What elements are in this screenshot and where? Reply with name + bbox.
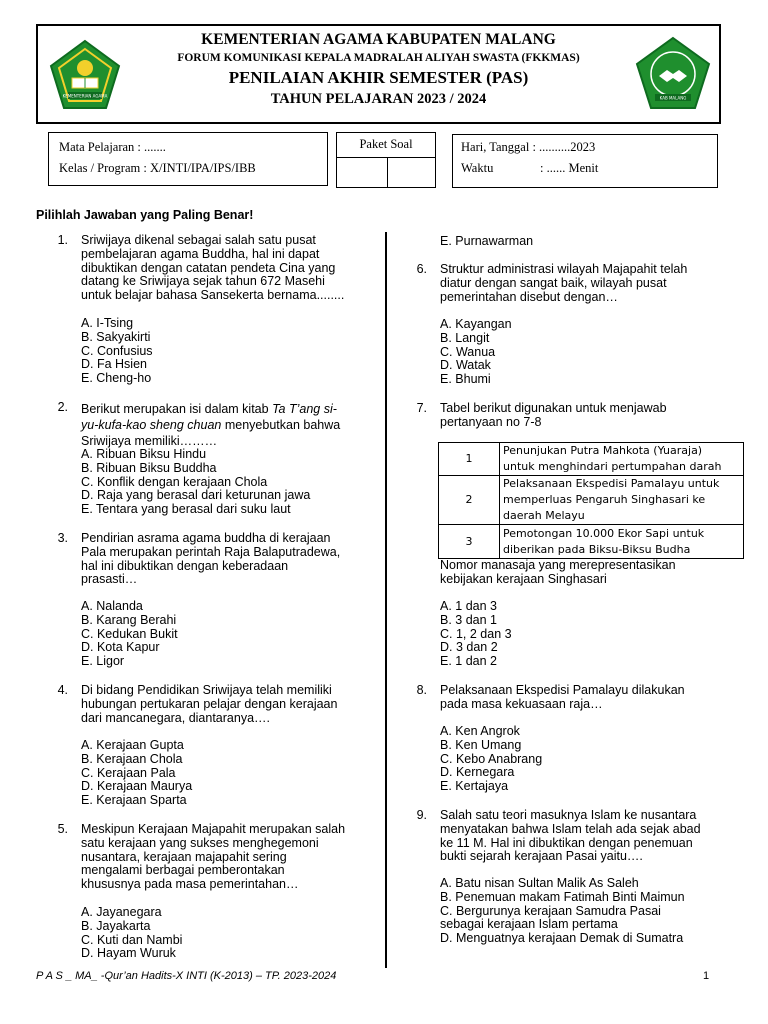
- table-row: 3 Pemotongan 10.000 Ekor Sapi untuk diberikan pada Biksu-Biksu Budha: [439, 525, 744, 559]
- paket-divider: [337, 157, 435, 158]
- q1-text: Sriwijaya dikenal sebagai salah satu pusat pembelajaran agama Buddha, hal ini dapat dibuktikan dengan catatan pendeta Cina yang datang ke Sriwijaya sejak tahun 672 Masehi untuk belajar bahasa Sansekerta bernama........: [81, 233, 345, 303]
- logo-right-text: KAB MALANG: [659, 95, 687, 101]
- q5-options-left: [81, 906, 182, 961]
- q3-number: 3.: [57, 531, 68, 545]
- q6-option: E. Bhumi: [440, 372, 491, 387]
- q4-option: E. Kerajaan Sparta: [81, 793, 187, 808]
- q5-option: B. Jayakarta: [81, 918, 151, 933]
- instruction: Pilihlah Jawaban yang Paling Benar!: [36, 208, 254, 222]
- q6-option: B. Langit: [440, 330, 490, 345]
- q9-option: C. Bergurunya kerajaan Samudra Pasai: [440, 903, 661, 918]
- q9-option: D. Menguatnya kerajaan Demak di Sumatra: [440, 931, 684, 946]
- q7-options: [440, 600, 512, 669]
- q8-number: 8.: [416, 683, 427, 697]
- q7-text: Tabel berikut digunakan untuk menjawab pertanyaan no 7-8: [440, 401, 667, 429]
- column-divider: [385, 232, 387, 968]
- q5-option: A. Jayanegara: [81, 905, 162, 919]
- q7-table: [438, 442, 744, 559]
- q6-number: 6.: [416, 262, 427, 276]
- q5-option: E. Purnawarman: [440, 234, 534, 248]
- q7-option: E. 1 dan 2: [440, 654, 497, 669]
- waktu-value: : ...... Menit: [540, 161, 599, 175]
- q6-option: D. Watak: [440, 358, 491, 373]
- q3-option: D. Kota Kapur: [81, 640, 160, 655]
- hari-tanggal: Hari, Tanggal : ..........2023: [461, 140, 596, 154]
- q9-text: Salah satu teori masuknya Islam ke nusantara menyatakan bahwa Islam telah ada sejak abad ke 11 M. Hal ini dibuktikan dengan penemuan bukti sejarah kerajaan Pasai yaitu….: [440, 808, 701, 864]
- q4-number: 4.: [57, 683, 68, 697]
- q3-options: [81, 600, 178, 669]
- page-number: 1: [703, 970, 710, 982]
- table-row: 2 Pelaksanaan Ekspedisi Pamalayu untuk memperluas Pengaruh Singhasari ke daerah Melayu: [439, 476, 744, 525]
- paket-soal-label: Paket Soal: [359, 137, 413, 151]
- q2-option: C. Konflik dengan kerajaan Chola: [81, 474, 268, 489]
- info-left-box: [48, 132, 328, 186]
- q8-option: B. Ken Umang: [440, 737, 522, 752]
- q1-options: [81, 317, 153, 386]
- q1-option: E. Cheng-ho: [81, 371, 152, 386]
- q8-option: D. Kernegara: [440, 765, 515, 780]
- q2-option: E. Tentara yang berasal dari suku laut: [81, 502, 291, 517]
- q8-options: [440, 725, 542, 794]
- logo-left-text: KEMENTERIAN AGAMA: [62, 93, 108, 99]
- q8-option: C. Kebo Anabrang: [440, 751, 543, 766]
- q9-option: A. Batu nisan Sultan Malik As Saleh: [440, 876, 639, 890]
- q2-option: B. Ribuan Biksu Buddha: [81, 460, 217, 475]
- q3-option: E. Ligor: [81, 654, 125, 669]
- q4-text: Di bidang Pendidikan Sriwijaya telah memiliki hubungan pertukaran pelajar dengan kerajaan dari mancanegara, diantaranya….: [81, 683, 338, 725]
- q8-option: A. Ken Angrok: [440, 724, 520, 738]
- q2-text: Berikut merupakan isi dalam kitab Ta T’ang si- yu-kufa-kao sheng chuan menyebutkan bahwa Sriwijaya memiliki………: [81, 402, 341, 448]
- q5-option: D. Hayam Wuruk: [81, 946, 176, 961]
- q7-number: 7.: [416, 401, 427, 415]
- q7-option: D. 3 dan 2: [440, 640, 498, 655]
- header-line-2: FORUM KOMUNIKASI KEPALA MADRALAH ALIYAH SWASTA (FKKMAS): [177, 52, 580, 64]
- footer-text: P A S _ MA_ -Qur’an Hadits-X INTI (K-2013) – TP. 2023-2024: [36, 970, 337, 982]
- paket-soal-box: [336, 132, 436, 188]
- q3-text: Pendirian asrama agama buddha di kerajaan Pala merupakan perintah Raja Balaputradewa, hal ini dibuktikan dengan keberadaan prasasti…: [81, 531, 341, 587]
- q4-option: C. Kerajaan Pala: [81, 765, 176, 780]
- q4-option: B. Kerajaan Chola: [81, 751, 183, 766]
- q6-option: A. Kayangan: [440, 317, 512, 331]
- q7-option: C. 1, 2 dan 3: [440, 626, 512, 641]
- q4-option: D. Kerajaan Maurya: [81, 779, 193, 794]
- q2-options: [81, 448, 310, 517]
- q1-option: C. Confusius: [81, 343, 153, 358]
- paket-divider-v: [387, 157, 388, 188]
- q5-text: Meskipun Kerajaan Majapahit merupakan salah satu kerajaan yang sukses menghegemoni nusantara, kerajaan majapahit sering mengalami berbagai pemberontakan khususnya pada masa pemerintahan…: [81, 822, 346, 892]
- q9-option: B. Penemuan makam Fatimah Binti Maimun: [440, 889, 685, 904]
- mata-pelajaran: Mata Pelajaran : .......: [59, 140, 166, 154]
- header-box: [36, 24, 721, 124]
- q7-option: A. 1 dan 3: [440, 599, 497, 613]
- q9-option: sebagai kerajaan Islam pertama: [440, 917, 618, 932]
- q7-question: Nomor manasaja yang merepresentasikan kebijakan kerajaan Singhasari: [440, 558, 676, 586]
- q3-option: B. Karang Berahi: [81, 612, 177, 627]
- q1-option: A. I-Tsing: [81, 316, 134, 330]
- q6-options: [440, 318, 512, 387]
- q6-text: Struktur administrasi wilayah Majapahit telah diatur dengan sangat baik, wilayah pusat pemerintahan disebut dengan…: [440, 262, 688, 304]
- q2-option: A. Ribuan Biksu Hindu: [81, 447, 207, 461]
- header-line-1: KEMENTERIAN AGAMA KABUPATEN MALANG: [201, 31, 556, 48]
- q8-text: Pelaksanaan Ekspedisi Pamalayu dilakukan pada masa kekuasaan raja…: [440, 683, 685, 711]
- q5-number: 5.: [57, 822, 68, 836]
- header-line-4: TAHUN PELAJARAN 2023 / 2024: [270, 91, 487, 107]
- q7-option: B. 3 dan 1: [440, 612, 497, 627]
- q9-options: [440, 877, 685, 946]
- q3-option: A. Nalanda: [81, 599, 143, 613]
- q4-options: [81, 739, 192, 808]
- header-line-3: PENILAIAN AKHIR SEMESTER (PAS): [228, 68, 529, 87]
- q1-number: 1.: [57, 233, 68, 247]
- info-right-box: [452, 134, 718, 188]
- q9-number: 9.: [416, 808, 427, 822]
- q6-option: C. Wanua: [440, 344, 496, 359]
- table-row: 1 Penunjukan Putra Mahkota (Yuaraja) untuk menghindari pertumpahan darah: [439, 443, 744, 476]
- waktu-label: Waktu: [461, 161, 494, 175]
- q2-option: D. Raja yang berasal dari keturunan jawa: [81, 488, 311, 503]
- q1-option: B. Sakyakirti: [81, 329, 151, 344]
- q2-number: 2.: [57, 400, 68, 414]
- q5-option: C. Kuti dan Nambi: [81, 932, 183, 947]
- kelas-program: Kelas / Program : X/INTI/IPA/IPS/IBB: [59, 161, 256, 175]
- q4-option: A. Kerajaan Gupta: [81, 738, 184, 752]
- q1-option: D. Fa Hsien: [81, 357, 147, 372]
- q3-option: C. Kedukan Bukit: [81, 626, 178, 641]
- fkkmas-logo-icon: [635, 36, 711, 112]
- q8-option: E. Kertajaya: [440, 779, 509, 794]
